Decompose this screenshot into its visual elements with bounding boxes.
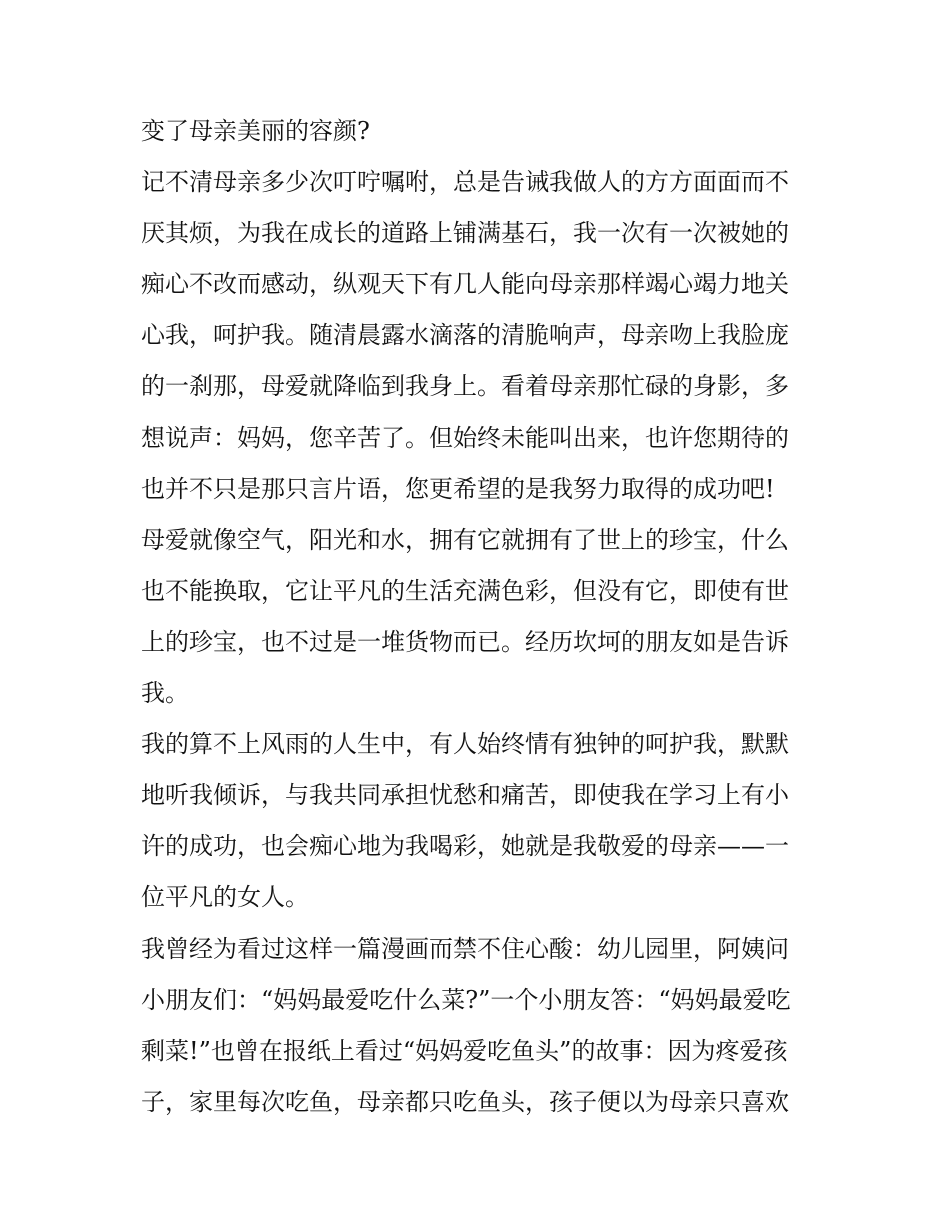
text-line: 我曾经为看过这样一篇漫画而禁不住心酸：幼儿园里，阿姨问 <box>141 934 789 963</box>
text-line: 变了母亲美丽的容颜? <box>141 117 370 145</box>
text-line: 记不清母亲多少次叮咛嘱咐，总是告诫我做人的方方面面而不 <box>141 168 789 197</box>
text-line: 我的算不上风雨的人生中，有人始终情有独钟的呵护我，默默 <box>141 730 789 759</box>
text-line: 子，家里每次吃鱼，母亲都只吃鱼头，孩子便以为母亲只喜欢 <box>141 1087 789 1116</box>
text-line: 上的珍宝，也不过是一堆货物而已。经历坎坷的朋友如是告诉 <box>141 627 789 656</box>
text-line: 母爱就像空气，阳光和水，拥有它就拥有了世上的珍宝，什么 <box>141 525 789 554</box>
text-line: 痴心不改而感动，纵观天下有几人能向母亲那样竭心竭力地关 <box>141 270 789 299</box>
text-line: 心我，呵护我。随清晨露水滴落的清脆响声，母亲吻上我脸庞 <box>141 321 789 350</box>
text-line: 许的成功，也会痴心地为我喝彩，她就是我敬爱的母亲——一 <box>141 832 789 861</box>
text-line: 想说声：妈妈，您辛苦了。但始终未能叫出来，也许您期待的 <box>141 423 789 452</box>
text-line: 厌其烦，为我在成长的道路上铺满基石，我一次有一次被她的 <box>141 219 789 248</box>
text-line: 我。 <box>141 679 189 708</box>
text-line: 也并不只是那只言片语，您更希望的是我努力取得的成功吧! <box>141 474 775 503</box>
document-body <box>141 106 821 1128</box>
text-line: 位平凡的女人。 <box>141 883 309 912</box>
text-line: 的一刹那，母爱就降临到我身上。看着母亲那忙碌的身影，多 <box>141 372 789 401</box>
text-line: 小朋友们：“妈妈最爱吃什么菜?”一个小朋友答：“妈妈最爱吃 <box>141 985 791 1014</box>
text-line: 也不能换取，它让平凡的生活充满色彩，但没有它，即使有世 <box>141 576 789 605</box>
text-line: 剩菜!”也曾在报纸上看过“妈妈爱吃鱼头”的故事：因为疼爱孩 <box>141 1036 788 1065</box>
text-line: 地听我倾诉，与我共同承担忧愁和痛苦，即使我在学习上有小 <box>141 781 789 810</box>
